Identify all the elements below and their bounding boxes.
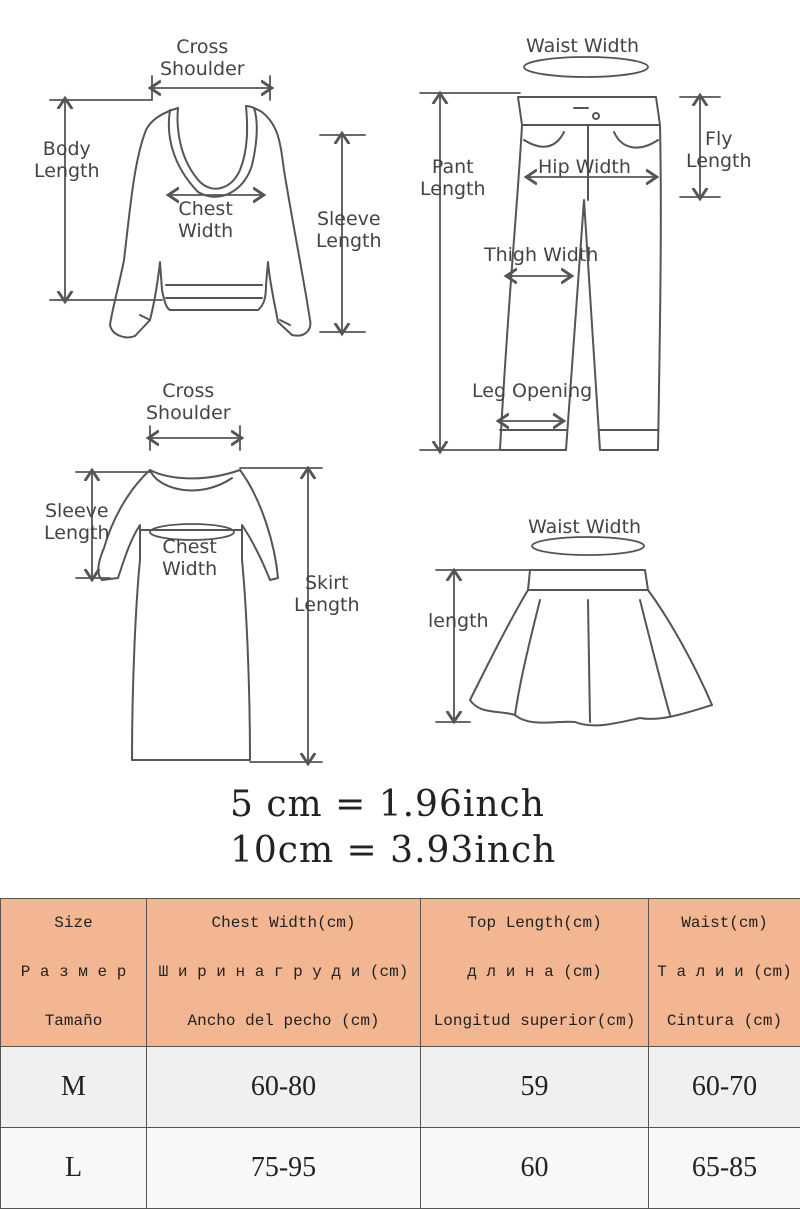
skirt-illustration	[470, 570, 712, 725]
size-chart-table	[0, 898, 800, 1209]
table-header-row	[1, 899, 800, 1047]
cell-chest-width: 60-80	[147, 1047, 421, 1128]
label-hip-width: Hip Width	[538, 156, 631, 178]
label-pant-length: Pant Length	[420, 156, 486, 200]
dress-illustration	[98, 470, 278, 760]
header-chest-width: Chest Width(cm) Ш и р и н а г р у д и (cm) Ancho del pecho (cm)	[147, 899, 421, 1047]
conversion-line-2: 10cm = 3.93inch	[230, 830, 556, 871]
label-body-length: Body Length	[34, 138, 100, 182]
label-cross-shoulder-dress: Cross Shoulder	[146, 380, 231, 424]
label-skirt-length-dress: Skirt Length	[294, 572, 360, 616]
table-row	[1, 1047, 800, 1128]
label-waist-width-skirt: Waist Width	[528, 516, 641, 538]
cell-waist: 65-85	[649, 1128, 800, 1209]
label-chest-width-top: Chest Width	[178, 198, 233, 242]
label-sleeve-length-dress: Sleeve Length	[44, 500, 110, 544]
cell-chest-width: 75-95	[147, 1128, 421, 1209]
label-leg-opening: Leg Opening	[472, 380, 592, 402]
label-skirt-length: length	[428, 610, 489, 632]
label-waist-width-pants: Waist Width	[526, 35, 639, 57]
cell-size: L	[1, 1128, 147, 1209]
header-waist: Waist(cm) Т а л и и (cm) Cintura (cm)	[649, 899, 800, 1047]
header-top-length: Top Length(cm) д л и н а (cm) Longitud superior(cm)	[421, 899, 649, 1047]
cell-size: M	[1, 1047, 147, 1128]
cell-waist: 60-70	[649, 1047, 800, 1128]
label-cross-shoulder-top: Cross Shoulder	[160, 36, 245, 80]
table-row	[1, 1128, 800, 1209]
label-thigh-width: Thigh Width	[484, 244, 598, 266]
conversion-line-1: 5 cm = 1.96inch	[230, 784, 545, 825]
cell-top-length: 60	[421, 1128, 649, 1209]
label-fly-length: Fly Length	[686, 128, 752, 172]
label-chest-width-dress: Chest Width	[162, 536, 217, 580]
cell-top-length: 59	[421, 1047, 649, 1128]
label-sleeve-length-top: Sleeve Length	[316, 208, 382, 252]
header-size: Size Р а з м е р Tamaño	[1, 899, 147, 1047]
